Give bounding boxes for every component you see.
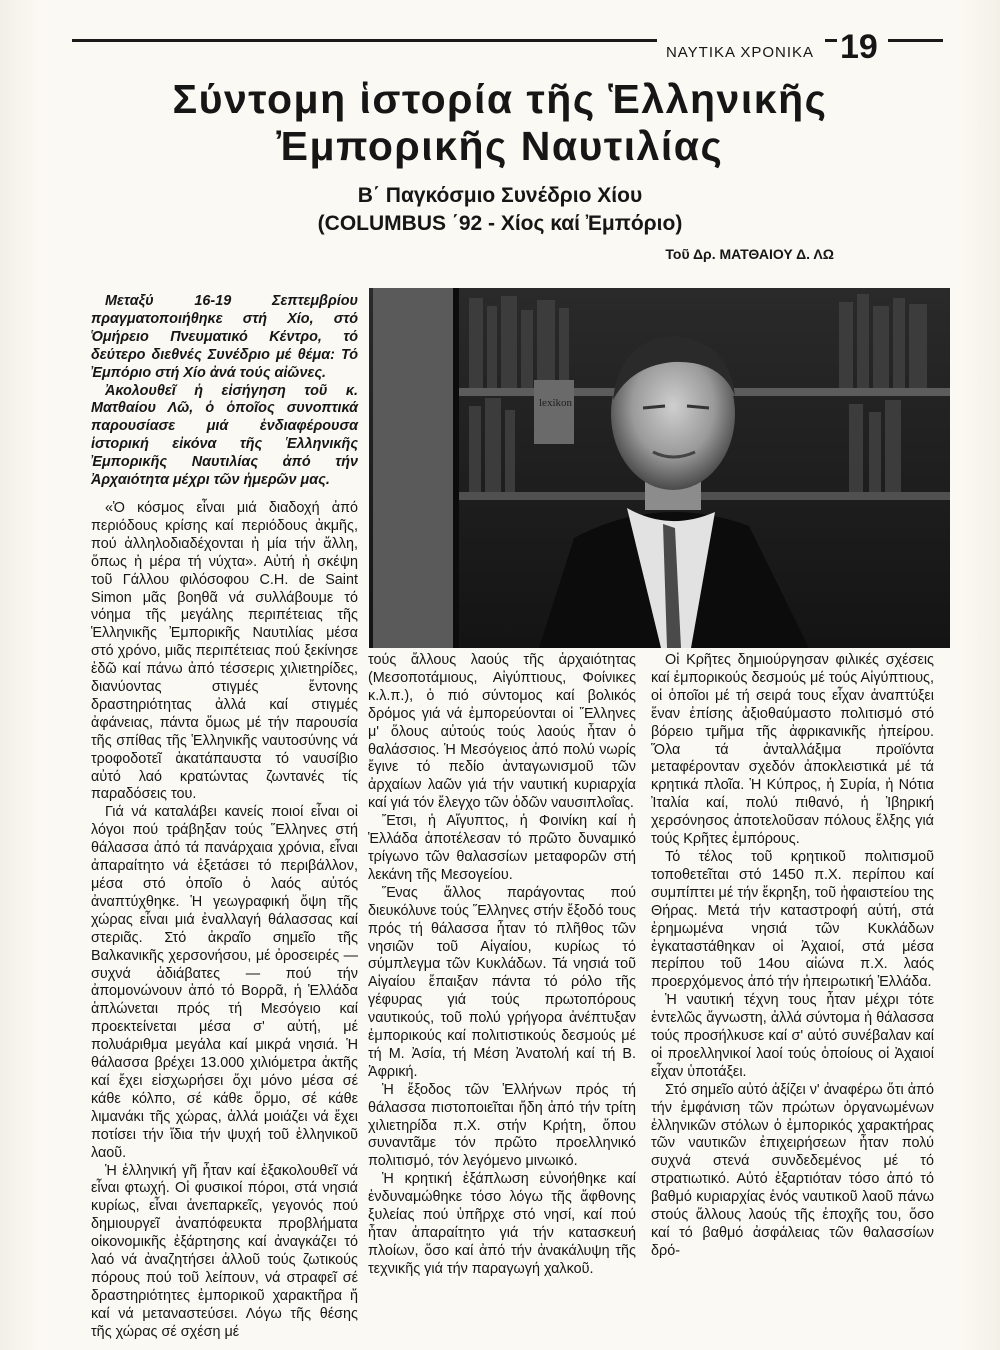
paragraph: Ἡ κρητική ἐξάπλωση εὐνοήθηκε καί ἐνδυναμώθηκε τόσο λόγω τῆς ἄφθονης ξυλείας πού ὑπῆρχε στό νησί, καί πού ἦταν ἀπαραίτητο γιά τήν κατασκευή πλοίων, ὅσο καί ἀπό τήν ἀνακάλυψη τῆς τεχνικῆς γιά τήν παραγωγή χαλκοῦ. (368, 1171, 636, 1277)
paragraph: Ἕνας ἄλλος παράγοντας πού διευκόλυνε τούς Ἕλληνες στήν ἔξοδό τους πρός τή θάλασσα ἦταν τό πλῆθος τῶν νησιῶν τοῦ Αἰγαίου, κυρίως τό σύμπλεγμα τῶν Κυκλάδων. Τά νησιά τοῦ Αἰγαίου ἔπαιξαν πάντα τό ρόλο τῆς γέφυρας γιά τούς πρωτοπόρους ναυτικούς, τοῦ πολύ γρήγορα ἀνέπτυξαν ἐμπορικούς καί πολιτιστικούς δεσμούς μέ τή Μ. Ἀσία, τή Μέση Ἀνατολή καί τή Β. Ἀφρική. (368, 884, 636, 1080)
paragraph: Ἡ ἔξοδος τῶν Ἑλλήνων πρός τή θάλασσα πιστοποιεῖται ἤδη ἀπό τήν τρίτη χιλιετηρίδα π.Χ. στήν Κρήτη, ὅπου συναντᾶμε τόν πρῶτο προελληνικό πολιτισμό, τόν λεγόμενο μινωικό. (368, 1081, 636, 1170)
paragraph: Οἱ Κρῆτες δημιούργησαν φιλικές σχέσεις καί ἐμπορικούς δεσμούς μέ τούς Αἰγύπτιους, οἱ ὁποῖοι μέ τή σειρά τους εἶχαν ἀναπτύξει ἕναν ἐπίσης ἀξιοθαύμαστο πολιτισμό στό βόρειο τμῆμα τῆς ἀφρικανικῆς ἠπείρου. Ὅλα τά ἀνταλλάξιμα προϊόντα μεταφέρονταν σχεδόν ἀποκλειστικά μέ τά κρητικά πλοῖα. Ἡ Κύπρος, ἡ Συρία, ἡ Νότια Ἰταλία καί, πολύ πιθανό, ἡ Ἰβηρική χερσόνησος ἀποτελοῦσαν πόλους ἕλξης γιά τούς Κρῆτες ἐμπόρους. (651, 652, 934, 848)
paragraph: Ἡ ἑλληνική γῆ ἦταν καί ἐξακολουθεῖ νά εἶναι φτωχή. Οἱ φυσικοί πόροι, στά νησιά κυρίως, εἶναι ἀνεπαρκεῖς, γεγονός πού δημιουργεῖ ἀναπόφευκτα προβλήματα οἰκονομικῆς ἐξάρτησης καί ἀναγκάζει τό λαό νά ἀναζητήσει ἀλλοῦ τούς ζωτικούς πόρους πού τοῦ λείπουν, νά στραφεῖ σέ δραστηριότητες ἐμπορικοῦ χαρακτῆρα ἤ καί νά μεταναστεύσει. Λόγω τῆς θέσης τῆς χώρας σέ σχέση μέ (91, 1162, 358, 1340)
book-spine-label: lexikon (539, 397, 572, 409)
paragraph: Τό τέλος τοῦ κρητικοῦ πολιτισμοῦ τοποθετεῖται στό 1450 π.Χ. περίπου καί συμπίπτει μέ τήν ἔκρηξη, τοῦ ἡφαιστείου της Θήρας. Μετά τήν καταστροφή αὐτή, στά ἐρημωμένα νησιά τῶν Κυκλάδων ἐγκαταστάθηκαν οἱ Ἀχαιοί, στά μέσα περίπου τοῦ 14ου αἰώνα π.Χ. λαός προερχόμενος ἀπό τήν ἠπειρωτική Ἑλλάδα. (651, 848, 934, 991)
header-rule-left (72, 39, 657, 42)
article-subtitle-line-1: Β΄ Παγκόσμιο Συνέδριο Χίου (357, 184, 643, 207)
paragraph: τούς ἄλλους λαούς τῆς ἀρχαιότητας (Μεσοποτάμιους, Αἰγύπτιους, Φοίνικες κ.λ.π.), ὁ πιό σύντομος καί βολικός δρόμος γιά νά ἐμπορεύονται οἱ Ἕλληνες μ' ὅλους αὐτούς τούς λαούς ἦταν ὁ θαλάσσιος. Ἡ Μεσόγειος ἀπό πολύ νωρίς ἔγινε τό πεδίο ἀνταγωνισμοῦ τῶν ἀρχαίων λαῶν γιά τήν ναυτική κυριαρχία καί γιά τόν ἔλεγχο τῶν ὁδῶν ναυσιπλοΐας. (368, 652, 636, 812)
paragraph: Ἡ ναυτική τέχνη τους ἦταν μέχρι τότε ἐντελῶς ἄγνωστη, ἀλλά σύντομα ἡ θάλασσα τούς προσήλκυσε καί σ' αὐτό συνέβαλαν καί οἱ προελληνικοί λαοί τούς ὁποίους οἱ Ἀχαιοί εἶχαν ὑποτάξει. (651, 992, 934, 1080)
article-subtitle-line-2: (COLUMBUS ΄92 - Χίος καί Ἐμπόριο) (317, 212, 683, 235)
author-photo (369, 288, 950, 648)
column-2 (368, 652, 636, 1322)
paragraph: Γιά νά καταλάβει κανείς ποιοί εἶναι οἱ λόγοι πού τράβηξαν τούς Ἕλληνες στή θάλασσα ἀπό τά πανάρχαια χρόνια, εἶναι ἀπαραίτητο νά ἐξετάσει τό περιβάλλον, μέσα στό ὁποῖο ὁ λαός αὐτός ἀναπτύχθηκε. Ἡ γεωγραφική ὄψη τῆς χώρας εἶναι μιά ἐναλλαγή θάλασσας καί στεριᾶς. Στό ἀκραῖο σημεῖο τῆς Βαλκανικῆς χερσονήσου, μέ ὀροσειρές — συχνά ἀδιάβατες — πού τήν ἀπομονώνουν ἀπό τό Βορρᾶ, ἡ Ἑλλάδα ἁπλώνεται πρός τή Μεσόγειο καί προεκτείνεται μέσα σ' αὐτή, μέ πολυάριθμα μεγάλα καί μικρά νησιά. Ἡ θάλασσα βρέχει 13.000 χιλιόμετρα ἀκτῆς καί ἔχει εἰσχωρήσει ὄχι μόνο μέσα σέ κάθε κόλπο, σέ κάθε ὅρμο, σέ κάθε λιμανάκι τῆς χώρας, ἀλλά μοιάζει νά ἔχει ποτίσει τήν ἴδια τήν ψυχή τοῦ ἑλληνικοῦ λαοῦ. (91, 804, 358, 1161)
column-1 (91, 293, 358, 1340)
header-rule-mid (825, 39, 837, 42)
page-number: 19 (840, 28, 878, 66)
paragraph: «Ὁ κόσμος εἶναι μιά διαδοχή ἀπό περιόδους κρίσης καί περιόδους ἀκμῆς, πού ἀλληλοδιαδέχονται ἡ μία τήν ἄλλη, ὅπως ἡ μέρα τή νύχτα». Αὐτή ἡ σκέψη τοῦ Γάλλου φιλόσοφου C.H. de Saint Simon μᾶς βοηθᾶ νά συλλάβουμε τό νόημα τῆς μεγάλης περιπέτειας τῆς Ἑλληνικῆς Ἐμπορικῆς Ναυτιλίας μέσα στό χρόνο, μιᾶς περιπέτειας πού ξεκίνησε ἐδῶ καί πάνω ἀπό τέσσερις χιλιετηρίδες, διανύοντας στιγμές ἔντονης δραστηριότητας ἀλλά καί στιγμές ἀφάνειας, πάντα ὅμως μέ τήν παρουσία τῆς σπίθας τῆς Ἑλληνικῆς ναυτοσύνης νά τροφοδοτεῖ ἀκατάπαυστα τό ναυσίβιο αὐτό λαό κρατώντας ζωντανές τίς παραδόσεις του. (91, 499, 358, 803)
paragraph: Στό σημεῖο αὐτό ἀξίζει ν' ἀναφέρω ὅτι ἀπό τήν ἐμφάνιση τῶν πρώτων ὀργανωμένων ἑλληνικῶν στόλων ὁ ἐμπορικός χαρακτήρας τῶν ναυτικῶν ἐπιχειρήσεων ἦταν πολύ συχνά στενά συνδεδεμένος μέ τό στρατιωτικό. Αὐτό ἐξαρτιόταν τόσο ἀπό τό βαθμό κυριαρχίας ἑνός ναυτικοῦ λαοῦ πάνω στούς ἄλλους λαούς τῆς ἐποχῆς του, ὅσο καί τό βαθμό ἀσφάλειας τῶν θαλασσίων δρό- (651, 1081, 934, 1259)
article-title-line-2: Ἐμπορικῆς Ναυτιλίας (276, 123, 724, 169)
lead-paragraph-2: Ἀκολουθεῖ ἡ εἰσήγηση τοῦ κ. Ματθαίου Λῶ, ὁ ὁποῖος συνοπτικά παρουσίασε μιά ἐνδιαφέρουσα ἱστορική εἰκόνα τῆς Ἑλληνικῆς Ἐμπορικῆς Ναυτιλίας ἀπό τήν Ἀρχαιότητα μέχρι τῶν ἡμερῶν μας. (91, 382, 358, 489)
column-3 (651, 652, 934, 1322)
lead-paragraph-1: Μεταξύ 16-19 Σεπτεμβρίου πραγματοποιήθηκε στή Χίο, στό Ὁμήρειο Πνευματικό Κέντρο, τό δεύτερο διεθνές Συνέδριο μέ θέμα: Τό Ἐμπόριο στή Χίο ἀνά τούς αἰῶνες. (91, 293, 358, 381)
paragraph: Ἔτσι, ἡ Αἴγυπτος, ἡ Φοινίκη καί ἡ Ἑλλάδα ἀποτέλεσαν τό πρῶτο δυναμικό τρίγωνο τῶν θαλασσίων μεταφορῶν στή λεκάνη τῆς Μεσογείου. (368, 813, 636, 883)
header-rule-right (888, 39, 943, 42)
running-title: ΝΑΥΤΙΚΑ ΧΡΟΝΙΚΑ (665, 44, 815, 61)
byline: Τοῦ Δρ. ΜΑΤΘΑΙΟΥ Δ. ΛΩ (665, 246, 834, 262)
article-title-line-1: Σύντομη ἱστορία τῆς Ἑλληνικῆς (172, 76, 828, 122)
